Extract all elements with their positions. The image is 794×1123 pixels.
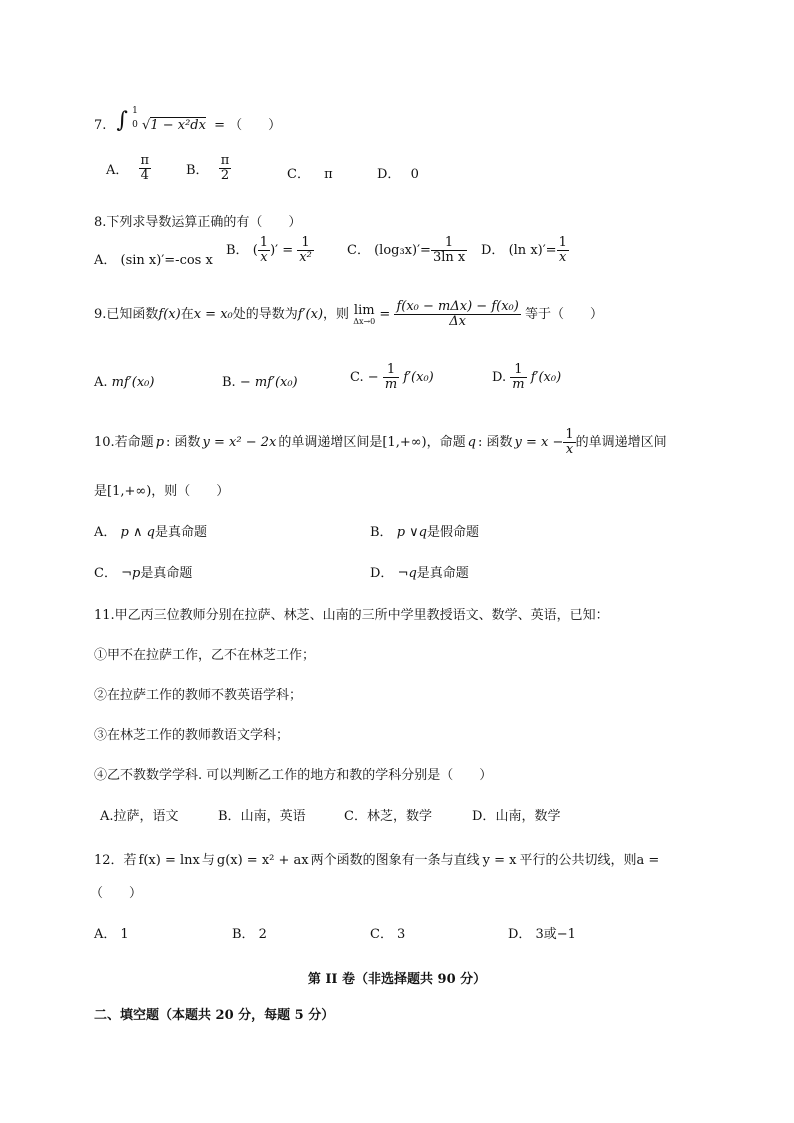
fraction-numerator: π bbox=[220, 153, 230, 168]
q11-option-a bbox=[100, 805, 179, 824]
option-letter: C． bbox=[287, 167, 310, 182]
integral-sign: ∫ bbox=[116, 108, 129, 133]
q7-option-c bbox=[287, 163, 333, 182]
q11-condition-2: ②在拉萨工作的教师不教英语学科； bbox=[94, 688, 303, 703]
section-heading: 二、填空题（本题共 20 分，每题 5 分） bbox=[94, 1008, 335, 1023]
option-text: mf′(x₀) bbox=[111, 375, 155, 390]
fraction-denominator: 4 bbox=[140, 168, 149, 183]
option-letter: D． bbox=[377, 167, 401, 182]
fraction-numerator: π bbox=[140, 153, 150, 168]
q8-option-d bbox=[481, 236, 569, 265]
q8-option-a bbox=[94, 249, 213, 268]
q12-text: 两个函数的图象有一条与直线 bbox=[310, 853, 480, 868]
fraction-denominator: x bbox=[559, 250, 567, 265]
option-text: 是真命题 bbox=[140, 566, 193, 581]
option-letter: D． bbox=[508, 927, 532, 942]
question-8-stem: 8.下列求导数运算正确的有（ ） bbox=[94, 215, 302, 230]
q9-text: 等于（ ） bbox=[524, 307, 603, 322]
fraction-numerator: 1 bbox=[558, 235, 567, 250]
q10-text: 10.若命题 bbox=[94, 435, 154, 450]
option-letter: D. bbox=[492, 370, 507, 385]
q12-text: 平行的公共切线，则 bbox=[519, 853, 637, 868]
option-letter: B． bbox=[226, 243, 249, 258]
option-letter: A. bbox=[100, 809, 114, 824]
option-text: 山南，英语 bbox=[240, 809, 306, 824]
q11-condition-4: ④乙不教数学学科. 可以判断乙工作的地方和教的学科分别是（ ） bbox=[94, 768, 493, 783]
fraction bbox=[139, 154, 152, 183]
question-10-line-1 bbox=[94, 428, 667, 457]
fraction-denominator: 3ln x bbox=[432, 250, 466, 265]
q10-option-b bbox=[370, 521, 479, 540]
q7-option-d bbox=[377, 163, 419, 182]
q10-text: ，命题 bbox=[426, 435, 466, 450]
option-text: 拉萨，语文 bbox=[113, 809, 179, 824]
option-text: π bbox=[324, 167, 333, 182]
option-letter: B． bbox=[218, 809, 241, 824]
option-math: ¬p bbox=[121, 566, 141, 581]
q12-option-d bbox=[508, 923, 576, 942]
option-text: 林芝，数学 bbox=[366, 809, 432, 824]
integral-upper: 1 bbox=[132, 106, 138, 116]
option-text: 是真命题 bbox=[154, 525, 207, 540]
option-letter: B． bbox=[186, 163, 209, 178]
question-10-line-2 bbox=[94, 480, 229, 499]
q9-math: x = x₀ bbox=[193, 307, 233, 322]
fraction-numerator: 1 bbox=[510, 363, 526, 378]
radicand: 1 − x²dx bbox=[150, 118, 206, 133]
option-text: f′(x₀) bbox=[530, 370, 562, 385]
q9-math: f(x) bbox=[158, 307, 181, 322]
q12-math: g(x) = x² + ax bbox=[216, 853, 309, 868]
q10-option-a bbox=[94, 521, 207, 540]
q10-math: p bbox=[155, 435, 165, 450]
fraction bbox=[383, 363, 399, 392]
option-text: 1 bbox=[120, 927, 129, 942]
fraction-denominator: x² bbox=[299, 250, 312, 265]
question-12-stem bbox=[94, 849, 659, 868]
option-letter: D． bbox=[472, 809, 496, 824]
fraction-numerator: 1 bbox=[565, 427, 574, 442]
option-letter: B． bbox=[370, 525, 393, 540]
q11-condition-1: ①甲不在拉萨工作，乙不在林芝工作； bbox=[94, 648, 316, 663]
q10-option-d bbox=[370, 562, 469, 581]
q9-option-c bbox=[350, 363, 434, 392]
limit-operator bbox=[353, 304, 375, 326]
option-letter: C． bbox=[94, 566, 117, 581]
option-letter: B. bbox=[222, 375, 236, 390]
limit-subscript: Δx→0 bbox=[353, 316, 376, 326]
fraction-numerator: 1 bbox=[431, 236, 467, 251]
q9-text: 在 bbox=[180, 307, 194, 322]
q10-text: : 函数 bbox=[477, 435, 513, 450]
option-letter: A． bbox=[94, 253, 117, 268]
q12-option-c bbox=[370, 923, 405, 942]
q10-math: [1,+∞) bbox=[107, 484, 152, 499]
q9-option-b bbox=[222, 375, 298, 390]
q12-math: f(x) = lnx bbox=[138, 853, 200, 868]
option-letter: C． bbox=[344, 809, 367, 824]
option-letter: D． bbox=[481, 243, 505, 258]
option-letter: C． bbox=[370, 927, 393, 942]
fraction-numerator: 1 bbox=[383, 363, 399, 378]
option-sign: − bbox=[367, 370, 379, 385]
option-text: 3或−1 bbox=[535, 927, 576, 942]
option-text: (ln x)′= bbox=[508, 243, 557, 258]
q10-text: : 函数 bbox=[166, 435, 201, 450]
q7-tail: = （ ） bbox=[214, 118, 282, 133]
sqrt-sign: √ bbox=[142, 118, 151, 133]
q11-condition-3: ③在林芝工作的教师教语文学科； bbox=[94, 728, 290, 743]
option-text: − mf′(x₀) bbox=[239, 375, 298, 390]
fraction bbox=[431, 236, 467, 265]
q12-math: a = bbox=[636, 853, 660, 868]
q10-math: [1,+∞) bbox=[382, 435, 427, 450]
fraction-numerator: 1 bbox=[297, 236, 314, 251]
option-text: 3 bbox=[396, 927, 406, 942]
fraction-denominator: Δx bbox=[449, 314, 466, 329]
option-letter: A． bbox=[94, 927, 117, 942]
paren-close: )′ = bbox=[270, 243, 294, 258]
q12-text: 12．若 bbox=[94, 853, 137, 868]
option-letter: A． bbox=[106, 163, 129, 178]
fraction bbox=[219, 154, 232, 183]
fraction-numerator: 1 bbox=[259, 235, 269, 250]
q7-number: 7. bbox=[94, 118, 107, 133]
q12-answer-paren: （ ） bbox=[90, 886, 143, 901]
question-11-stem: 11.甲乙丙三位教师分别在拉萨、林芝、山南的三所中学里教授语文、数学、英语，已知： bbox=[94, 608, 609, 623]
option-text: 是真命题 bbox=[416, 566, 469, 581]
option-letter: C． bbox=[347, 243, 370, 258]
question-9-stem: 9.已知函数f(x)在x = x₀处的导数为f′(x)，则 lim Δx→0 = $\frac{\text{f(x₀ − mΔx) − f(x₀)}}{\Delta x}$ 等于（ ） bbox=[94, 299, 603, 329]
q12-option-a bbox=[94, 923, 129, 942]
q10-text: 的单调递增区间是 bbox=[278, 435, 383, 450]
q11-option-c bbox=[344, 805, 432, 824]
q10-text: 的单调递增区间 bbox=[575, 435, 667, 450]
q9-option-d bbox=[492, 363, 561, 392]
option-letter: C. bbox=[350, 370, 364, 385]
q9-option-a bbox=[94, 375, 154, 390]
q8-option-c bbox=[347, 236, 467, 265]
option-text: 是假命题 bbox=[427, 525, 480, 540]
option-text: 0 bbox=[410, 167, 419, 182]
fraction bbox=[510, 363, 526, 392]
option-math: p ∨q bbox=[396, 525, 427, 540]
option-math: ¬q bbox=[397, 566, 417, 581]
fraction-numerator: f(x₀ − mΔx) − f(x₀) bbox=[396, 299, 519, 314]
fraction bbox=[557, 236, 569, 265]
option-text: 山南，数学 bbox=[495, 809, 561, 824]
q10-option-c bbox=[94, 562, 192, 581]
q10-text: ，则（ ） bbox=[151, 484, 230, 499]
limit-label: lim bbox=[353, 302, 375, 318]
q9-math: f′(x) bbox=[297, 307, 324, 322]
option-text: (log₃x)′= bbox=[374, 243, 431, 258]
option-text: (sin x)′=-cos x bbox=[120, 253, 213, 268]
q12-math: y = x bbox=[482, 853, 517, 868]
option-letter: B． bbox=[232, 927, 255, 942]
paren-open: ( bbox=[252, 243, 258, 258]
option-text: f′(x₀) bbox=[403, 370, 434, 385]
fraction-denominator: x bbox=[260, 250, 268, 265]
q10-math: q bbox=[467, 435, 476, 450]
q8-option-b bbox=[226, 236, 314, 265]
option-letter: A. bbox=[94, 375, 108, 390]
fraction bbox=[297, 236, 314, 265]
question-7-stem bbox=[94, 104, 281, 134]
q9-text: 处的导数为 bbox=[232, 307, 298, 322]
fraction-denominator: x bbox=[565, 442, 574, 457]
option-letter: D． bbox=[370, 566, 394, 581]
fraction bbox=[258, 236, 270, 265]
q11-option-d bbox=[472, 805, 560, 824]
q12-text: 与 bbox=[201, 853, 215, 868]
fraction-denominator: m bbox=[512, 377, 525, 392]
q9-text: 9.已知函数 bbox=[94, 307, 159, 322]
q10-math: y = x − bbox=[514, 435, 564, 450]
difference-quotient bbox=[394, 300, 520, 329]
integral-bounds bbox=[132, 104, 138, 132]
option-math: p ∧ q bbox=[120, 525, 155, 540]
q10-text: 是 bbox=[94, 484, 108, 499]
q9-text: ，则 bbox=[323, 307, 350, 322]
section-title: 第 II 卷（非选择题共 90 分） bbox=[307, 972, 487, 987]
fraction bbox=[563, 428, 575, 457]
q7-option-a bbox=[106, 154, 151, 183]
q11-option-b bbox=[218, 805, 306, 824]
fraction-denominator: m bbox=[384, 377, 398, 392]
q10-math: y = x² − 2x bbox=[202, 435, 277, 450]
q12-option-b bbox=[232, 923, 267, 942]
option-letter: A． bbox=[94, 525, 117, 540]
fraction-denominator: 2 bbox=[220, 168, 230, 183]
q7-option-b bbox=[186, 154, 231, 183]
integral-lower: 0 bbox=[132, 120, 138, 130]
option-text: 2 bbox=[258, 927, 267, 942]
